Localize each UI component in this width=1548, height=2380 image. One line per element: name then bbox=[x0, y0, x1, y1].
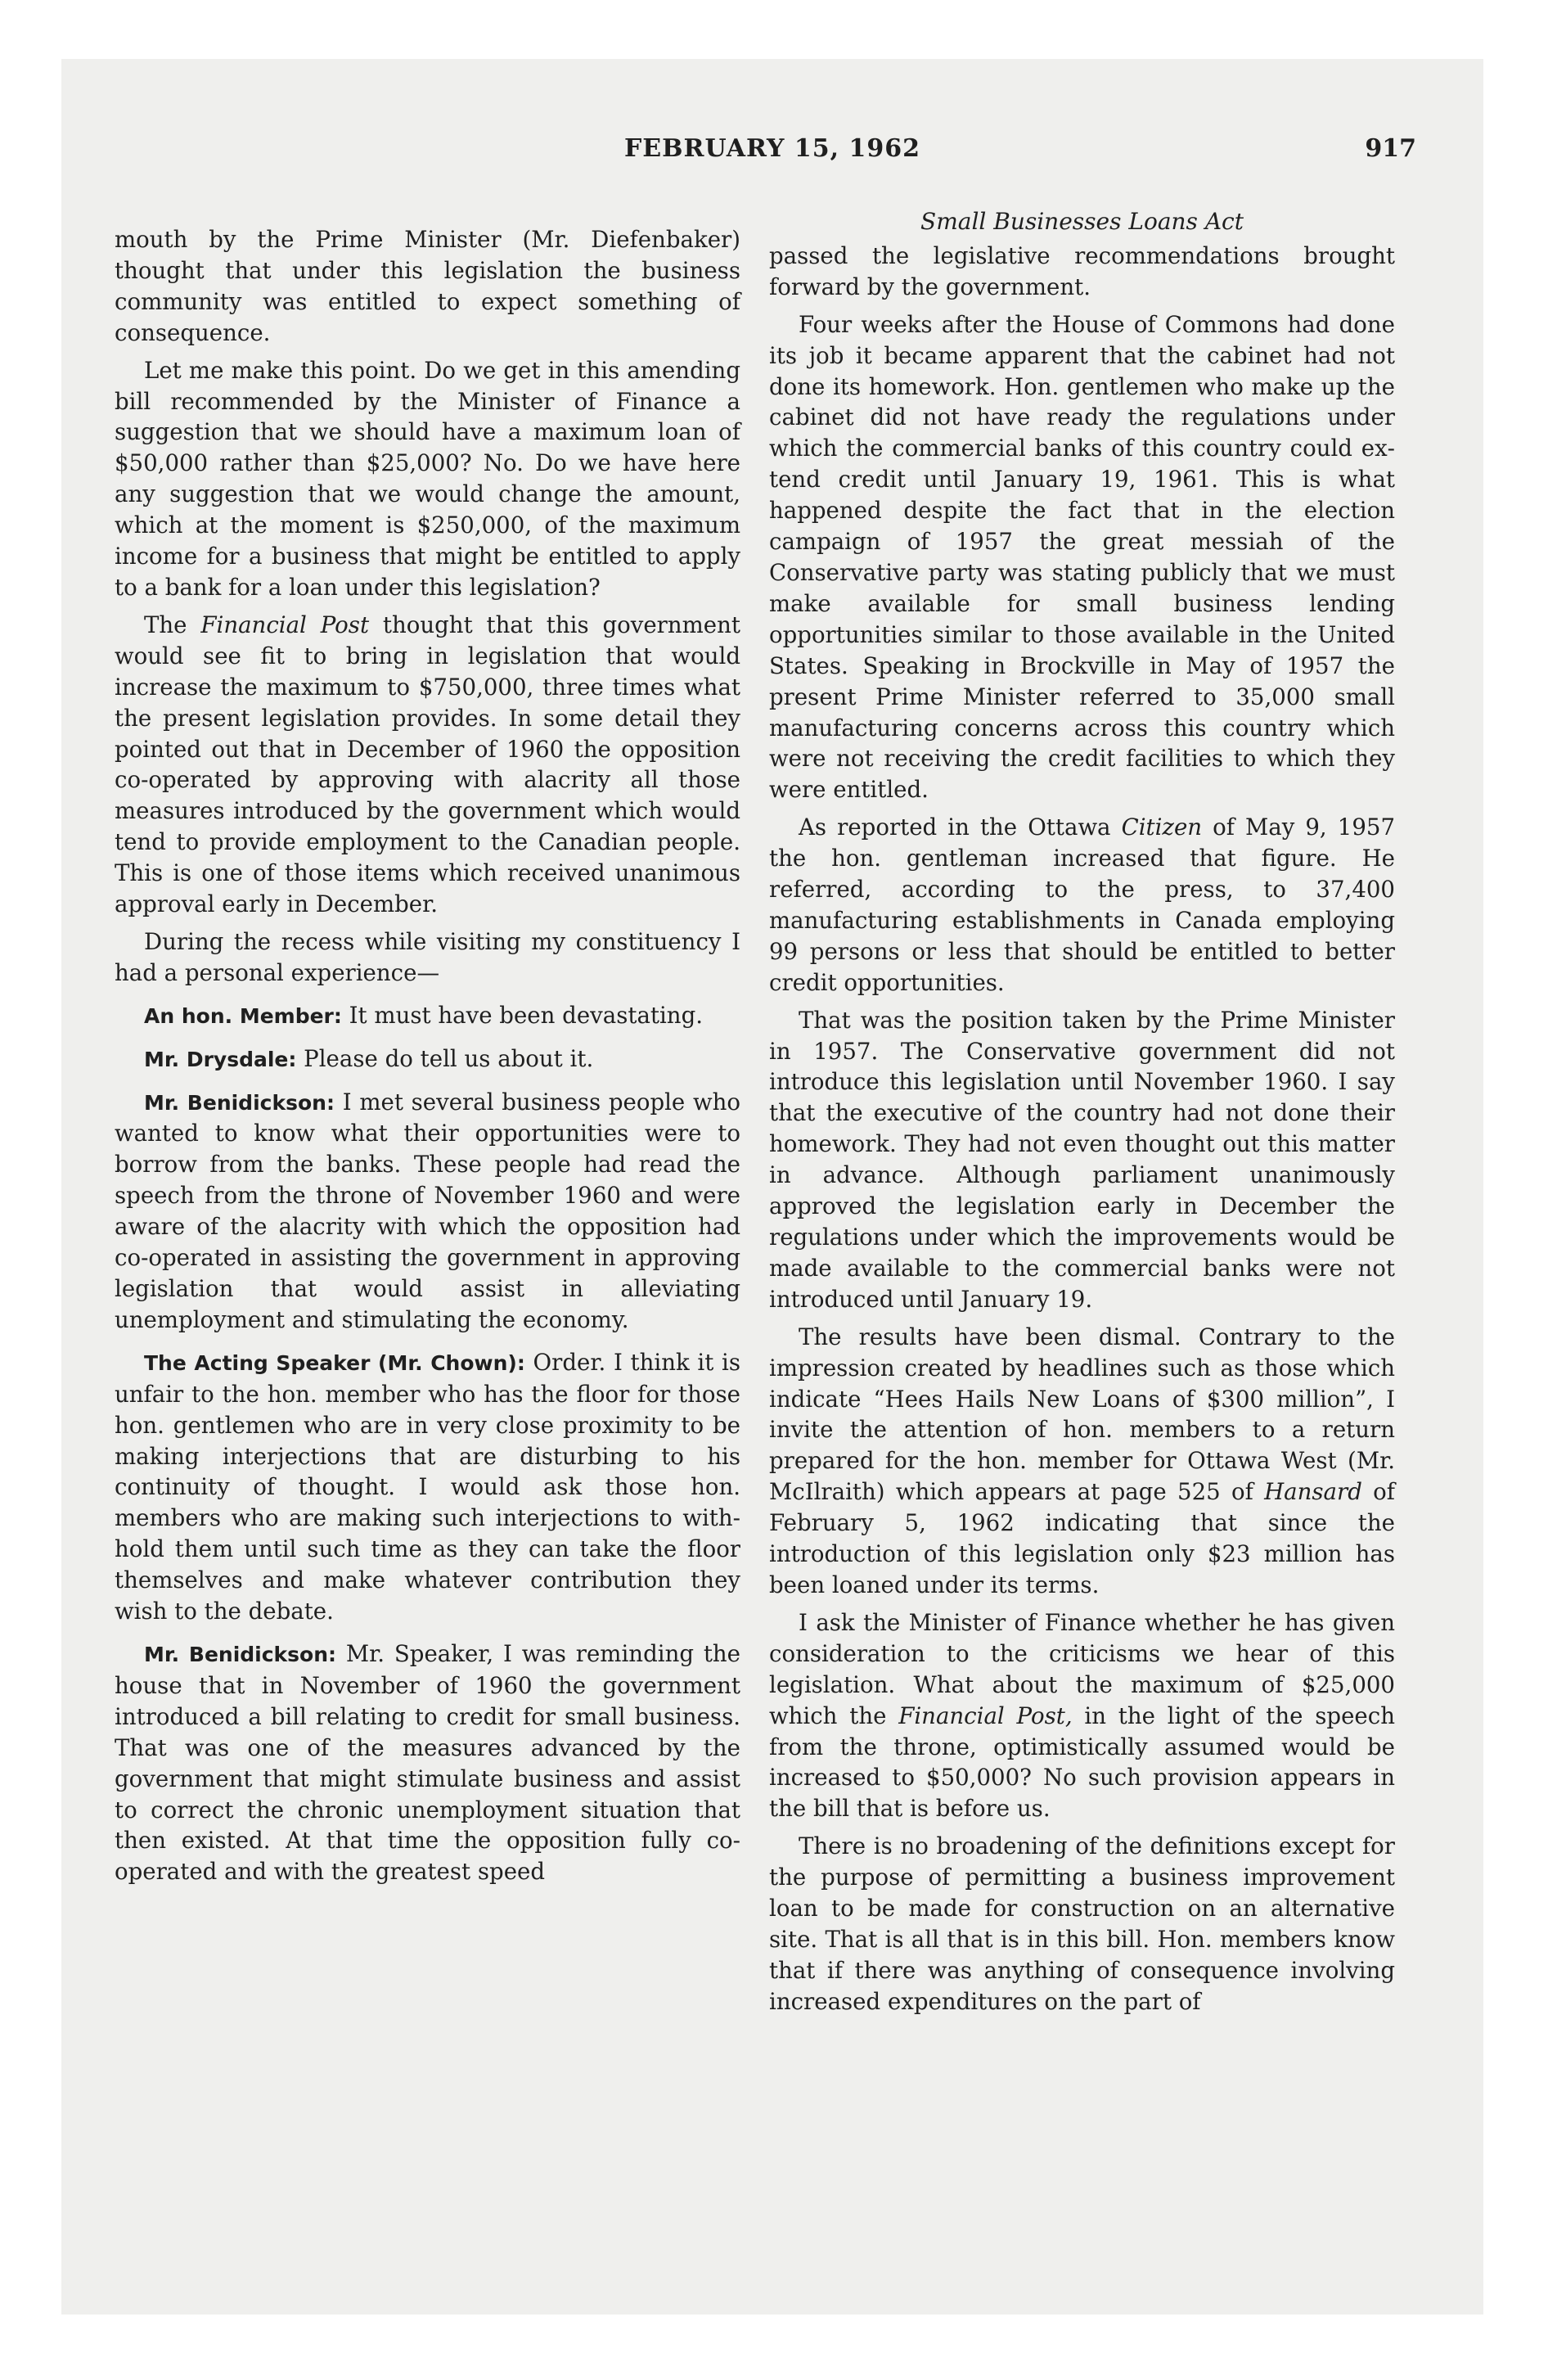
speech-text: I met several business people who wanted to know what their opportunities were to borrow from the banks. These people had read the speech from the throne of November 1960 and were aware of the alacrity with which the opposition had co-operated in assisting the government in approving legislation that would assist in alleviating unemployment and stimulating the economy. bbox=[115, 1088, 740, 1333]
speaker-name: An hon. Member: bbox=[144, 1003, 342, 1028]
speech-paragraph bbox=[115, 1087, 740, 1336]
text-run: The bbox=[144, 611, 201, 638]
text-run: I ask the Minister of Finance whether he has given consideration to the criticisms we hear of this legislation. What about the maximum of $25,000 which the bbox=[769, 1608, 1395, 1729]
speaker-name: The Acting Speaker (Mr. Chown): bbox=[144, 1350, 525, 1375]
text-run: thought that this government would see fit to bring in legislation that would increase the maximum to $750,000, three times what the present legislation provides. In some detail they pointed out that in December of 1960 the opposition co-operated by approving with alacrity all those measures introduced by the government which would tend to provide employment to the Canadian people. This is one of those items which received unanimous approval early in December. bbox=[115, 611, 740, 918]
text-run: in the light of the speech from the throne, optimistically assumed would be increased to $50,000? No such provision appears in the bill that is before us. bbox=[769, 1702, 1395, 1823]
speech-text: Mr. Speaker, I was reminding the house that in November of 1960 the government introduced a bill relating to credit for small business. That was one of the measures advanced by the government that might stimulate business and assist to correct the chronic unemployment situation that then existed. At that time the opposition fully co-operated and with the greatest speed bbox=[115, 1639, 741, 1886]
speech-paragraph bbox=[115, 1639, 740, 1887]
text-run: of February 5, 1962 indicating that since the introduction of this legislation only $23 million has been loaned under its terms. bbox=[769, 1478, 1395, 1598]
paragraph bbox=[115, 610, 740, 920]
paragraph: That was the position taken by the Prime Minister in 1957. The Conservative government did not introduce this legislation until November 1960. I say that the executive of the country had not done their homework. They had not even thought out this matter in advance. Although parliament unanimously approved the legislation early in December the regulations under which the improvements would be made available to the commercial banks were not introduced until January 19. bbox=[769, 1006, 1395, 1313]
italic-title: Financial Post bbox=[200, 611, 370, 638]
scanned-page bbox=[61, 59, 1483, 2315]
speech-paragraph bbox=[115, 1000, 740, 1032]
paragraph: During the recess while visiting my constituency I had a personal experience— bbox=[115, 927, 740, 986]
text-run: As reported in the Ottawa bbox=[799, 814, 1122, 841]
paragraph: mouth by the Prime Minister (Mr. Diefenbaker) thought that under this legislation the business community was entitled to expect something of consequence. bbox=[115, 226, 740, 346]
speech-text: It must have been devastating. bbox=[341, 1001, 704, 1029]
paragraph: passed the legislative recommendations brought forward by the government. bbox=[769, 241, 1395, 300]
left-column bbox=[115, 224, 740, 1894]
paragraph bbox=[769, 812, 1395, 998]
speech-paragraph bbox=[115, 1044, 740, 1075]
speech-text: Please do tell us about it. bbox=[296, 1044, 594, 1072]
page-date: FEBRUARY 15, 1962 bbox=[624, 134, 920, 163]
page-number: 917 bbox=[1365, 134, 1416, 163]
italic-title: Financial Post, bbox=[898, 1702, 1073, 1729]
speech-text: Order. I think it is unfair to the hon. member who has the floor for those hon. gentlemen who are in very close proximity to be making interjections that are disturbing to his continuity of thought. I would ask those hon. members who are making such interjections to withhold them until such time as they can take the floor themselves and make whatever contribution they wish to the debate. bbox=[115, 1348, 740, 1625]
paragraph bbox=[769, 1322, 1395, 1601]
paragraph: There is no broadening of the definitions except for the purpose of permitting a business improvement loan to be made for construction on an alternative site. That is all that is in this bill. Hon. members know that if there was anything of consequence involving increased expenditures on the part of bbox=[769, 1832, 1395, 2015]
text-run: The results have been dismal. Contrary to the impression created by headlines such as those which indicate “Hees Hails New Loans of $300 million”, I invite the attention of hon. members to a return prepared for the hon. member for Ottawa West (Mr. McIlraith) which appears at page 525 of bbox=[769, 1323, 1395, 1506]
running-head bbox=[61, 134, 1483, 170]
right-column bbox=[769, 206, 1395, 2024]
text-run: of May 9, 1957 the hon. gentleman increased that figure. He referred, according to the press, to 37,400 manufacturing establishments in Canada employing 99 persons or less that should be entitled to better credit opportunities. bbox=[769, 814, 1395, 996]
paragraph: Let me make this point. Do we get in this amending bill recommended by the Minister of Finance a suggestion that we should have a maximum loan of $50,000 rather than $25,000? No. Do we have here any suggestion that we would change the amount, which at the moment is $250,000, of the maximum income for a business that might be entitled to apply to a bank for a loan under this legislation? bbox=[115, 356, 740, 601]
speaker-name: Mr. Benidickson: bbox=[144, 1090, 335, 1115]
speaker-name: Mr. Drysdale: bbox=[144, 1047, 297, 1071]
italic-title: Hansard bbox=[1264, 1478, 1362, 1506]
section-title: Small Businesses Loans Act bbox=[920, 208, 1244, 235]
paragraph: Four weeks after the House of Commons had done its job it became apparent that the cabinet had not done its homework. Hon. gentlemen who make up the cabinet did not have ready the regulations under which the commercial banks of this country could extend credit until January 19, 1961. This is what happened despite the fact that in the election campaign of 1957 the great messiah of the Conservative party was stating publicly that we must make available for small business lending opportunities similar to those available in the United States. Speaking in Brockville in May of 1957 the present Prime Minister referred to 35,000 small manufacturing concerns across this country which were not receiving the credit facilities to which they were entitled. bbox=[769, 310, 1395, 804]
italic-title: Citizen bbox=[1121, 814, 1203, 841]
paragraph bbox=[769, 1607, 1395, 1824]
speaker-name: Mr. Benidickson: bbox=[144, 1642, 337, 1666]
speech-paragraph bbox=[115, 1347, 740, 1627]
